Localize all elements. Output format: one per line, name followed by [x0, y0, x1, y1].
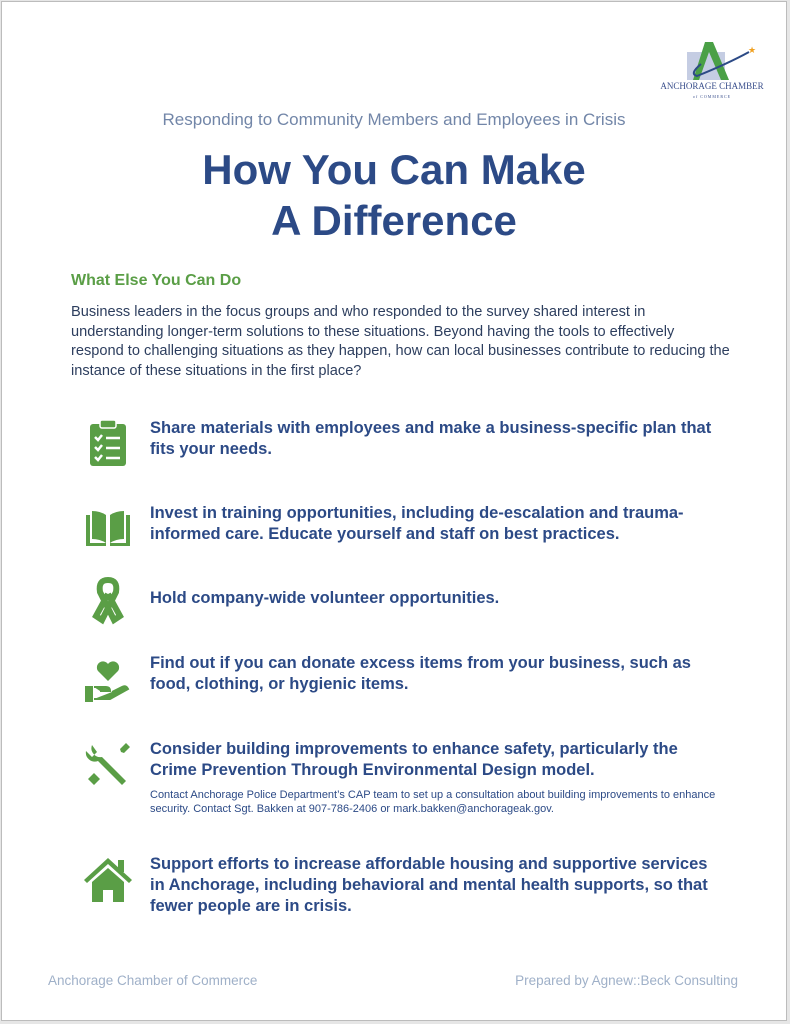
intro-paragraph: Business leaders in the focus groups and who responded to the survey shared interest in understanding longer-term solutions to these situations. Beyond having the tools to effectively respond to challenging situations as they happen, how can local businesses contribute to reducing the instance of these situations in the first place?: [71, 304, 730, 379]
item-text: Find out if you can donate excess items from your business, such as food, clothing, or hygienic items.: [150, 654, 691, 693]
footer-credit: Prepared by Agnew::Beck Consulting: [515, 973, 738, 988]
item-text: Consider building improvements to enhance safety, particularly the Crime Prevention Through Environmental Design model.: [150, 740, 678, 779]
house-icon: [82, 854, 134, 906]
item-text: Invest in training opportunities, including de-escalation and trauma-informed care. Educate yourself and staff on best practices.: [150, 504, 684, 543]
heart-in-hand-icon: [82, 653, 134, 705]
item-text: Share materials with employees and make a business-specific plan that fits your needs.: [150, 419, 712, 458]
awareness-ribbon-icon: [82, 574, 134, 626]
open-book-icon: [82, 503, 134, 555]
logo-name: ANCHORAGE CHAMBER: [660, 81, 764, 91]
chamber-logo-mark-icon: [657, 40, 767, 82]
clipboard-checklist-icon: [82, 418, 134, 470]
document-page: [1, 1, 787, 1021]
page-title: How You Can Make A Difference: [202, 146, 586, 244]
chamber-logo: [657, 40, 767, 100]
item-text: Hold company-wide volunteer opportunities.: [150, 589, 500, 607]
logo-subname: of COMMERCE: [692, 94, 732, 99]
svg-text:★: ★: [748, 45, 757, 55]
page-subtitle: Responding to Community Members and Employees in Crisis: [162, 110, 626, 129]
section-heading: What Else You Can Do: [71, 272, 242, 289]
item-text: Support efforts to increase affordable housing and supportive services in Anchorage, including behavioral and mental health supports, so that fewer people are in crisis.: [150, 855, 708, 915]
item-note: Contact Anchorage Police Department’s CAP team to set up a consultation about building improvements to enhance security. Contact Sgt. Bakken at 907-786-2406 or mark.bakken@anchorageak.gov.: [150, 789, 716, 815]
wrench-screwdriver-icon: [82, 739, 134, 791]
footer-organization: Anchorage Chamber of Commerce: [48, 973, 258, 988]
